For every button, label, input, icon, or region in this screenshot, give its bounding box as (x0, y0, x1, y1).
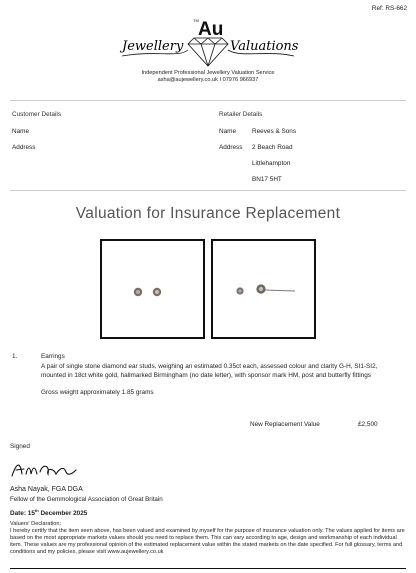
item-weight: Gross weight approximately 1.85 grams (41, 389, 154, 396)
logo-graphic (118, 14, 298, 70)
service-tagline: Independent Professional Jewellery Valuation Service (141, 70, 275, 76)
declaration-text: I hereby certify that the item seen above, has been valued and examined by myself for the purpose of insurance valuation only. The values applied for items are based on the most appropriate markets values should you need to replace them. This can vary according to age, design and workmanship of each individual item. These values are my professional opinion of the estimated replacement value within the stated markets on the date specified. For full glossary, terms and conditions and my policies, please visit www.aujewellery.co.uk (10, 528, 405, 555)
footer-rule (10, 568, 406, 569)
valuer-name: Asha Nayak, FGA DGA (10, 486, 83, 493)
logo-tm: TM (193, 18, 199, 23)
retailer-name-label: Name (219, 128, 237, 135)
document-title: Valuation for Insurance Replacement (75, 205, 341, 222)
earring-photo-front (100, 239, 205, 339)
logo-word-left: Jewellery (122, 39, 184, 54)
earring-pair-image (102, 241, 203, 337)
item-name: Earrings (41, 353, 65, 360)
retailer-address-line-2: Littlehampton (252, 160, 291, 167)
date-day: 15 (27, 510, 35, 518)
date-suffix: th (34, 508, 39, 513)
retailer-details-heading: Retailer Details (219, 111, 263, 118)
company-logo (118, 14, 298, 70)
contact-line: asha@aujewellery.co.uk I 07976 966937 (157, 77, 259, 83)
retailer-address-line-1: 2 Beach Road (252, 144, 293, 151)
retailer-name-value: Reeves & Sons (252, 128, 297, 135)
details-divider (10, 190, 406, 191)
signed-heading: Signed (10, 443, 30, 450)
declaration-heading: Valuers' Declaration: (10, 521, 62, 527)
replacement-value-label: New Replacement Value (250, 421, 320, 428)
valuation-date (10, 508, 87, 518)
valuer-fellowship: Fellow of the Gemmological Association of Great Britain (10, 496, 163, 503)
customer-details-heading: Customer Details (12, 111, 62, 118)
customer-address-label: Address (12, 144, 36, 151)
date-label: Date: (10, 510, 26, 518)
retailer-address-line-3: BN17 5HT (252, 176, 282, 183)
replacement-value-amount: £2,500 (358, 421, 378, 428)
signature-image (10, 456, 82, 482)
handwritten-signature (10, 456, 82, 482)
item-description: A pair of single stone diamond ear studs, weighing an estimated 0.35ct each, assessed colour and clarity G-H, SI1-SI2, mounted in 18ct white gold, hallmarked Birmingham (no date letter), with sponsor mark HM, post and butterfly fittings (41, 363, 378, 379)
logo-mark: Au (198, 19, 224, 40)
date-month-year: December 2025 (40, 510, 88, 518)
logo-word-right: Valuations (230, 39, 298, 54)
customer-name-label: Name (12, 128, 30, 135)
earring-photo-side (211, 239, 316, 339)
item-number: 1. (12, 353, 18, 360)
earring-side-image (213, 241, 314, 337)
retailer-address-label: Address (219, 144, 243, 151)
reference-number: Ref: RS-662 (371, 5, 407, 12)
top-divider (10, 100, 406, 101)
